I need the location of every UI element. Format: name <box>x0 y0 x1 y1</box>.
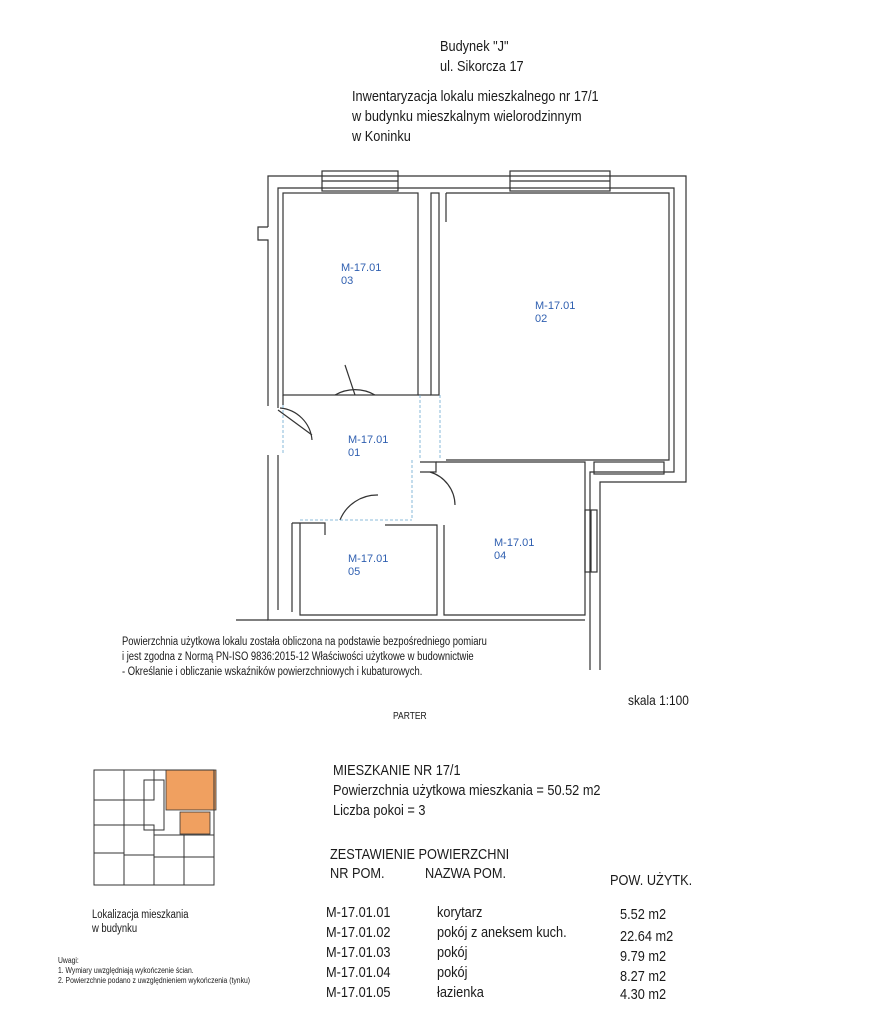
table-row-name: pokój <box>437 944 468 961</box>
table-row-name: pokój <box>437 964 468 981</box>
apartment-name: MIESZKANIE NR 17/1 <box>333 762 461 779</box>
location-key-plan <box>88 760 220 892</box>
summary-title: ZESTAWIENIE POWIERZCHNI <box>330 846 510 863</box>
area-note-line1: Powierzchnia użytkowa lokalu została obliczona na podstawie bezpośredniego pomiaru <box>122 636 487 648</box>
table-row: M-17.01.05 <box>326 984 391 1001</box>
column-header-name: NAZWA POM. <box>425 865 506 882</box>
remarks: Uwagi: 1. Wymiary uwzględniają wykończenie ścian. 2. Powierzchnie podano z uwzględnieniem wykończenia (tynku) <box>58 956 251 985</box>
location-label: Lokalizacja mieszkania w budynku <box>92 909 189 935</box>
room-label-05: M-17.01 05 <box>348 553 389 578</box>
room-label-03: M-17.01 03 <box>341 262 382 287</box>
document-location: w Koninku <box>352 128 411 145</box>
table-row-area: 5.52 m2 <box>620 906 667 923</box>
room-label-04: M-17.01 04 <box>494 537 535 562</box>
table-row-name: pokój z aneksem kuch. <box>437 924 567 941</box>
apartment-area: Powierzchnia użytkowa mieszkania = 50.52 m2 <box>333 782 601 799</box>
table-row-name: korytarz <box>437 904 483 921</box>
table-row-area: 22.64 m2 <box>620 928 674 945</box>
table-row: M-17.01.04 <box>326 964 391 981</box>
table-row-area: 8.27 m2 <box>620 968 667 985</box>
apartment-rooms-count: Liczba pokoi = 3 <box>333 802 426 819</box>
street-address: ul. Sikorcza 17 <box>440 58 524 75</box>
area-note-line2: i jest zgodna z Normą PN-ISO 9836:2015-12 Właściwości użytkowe w budownictwie <box>122 651 474 663</box>
table-row: M-17.01.01 <box>326 904 391 921</box>
room-label-02: M-17.01 02 <box>535 300 576 325</box>
building-name: Budynek "J" <box>440 38 509 55</box>
document-title: Inwentaryzacja lokalu mieszkalnego nr 17/1 <box>352 88 599 105</box>
floor-label: PARTER <box>393 711 427 722</box>
table-row: M-17.01.02 <box>326 924 391 941</box>
table-row-name: łazienka <box>437 984 484 1001</box>
table-row-area: 4.30 m2 <box>620 986 667 1003</box>
table-row: M-17.01.03 <box>326 944 391 961</box>
column-header-nr: NR POM. <box>330 865 385 882</box>
document-subtitle: w budynku mieszkalnym wielorodzinnym <box>352 108 582 125</box>
column-header-area: POW. UŻYTK. <box>610 872 693 889</box>
area-note-line3: - Określanie i obliczanie wskaźników powierzchniowych i kubaturowych. <box>122 666 423 678</box>
scale-label: skala 1:100 <box>628 692 689 708</box>
room-label-01: M-17.01 01 <box>348 434 389 459</box>
table-row-area: 9.79 m2 <box>620 948 667 965</box>
